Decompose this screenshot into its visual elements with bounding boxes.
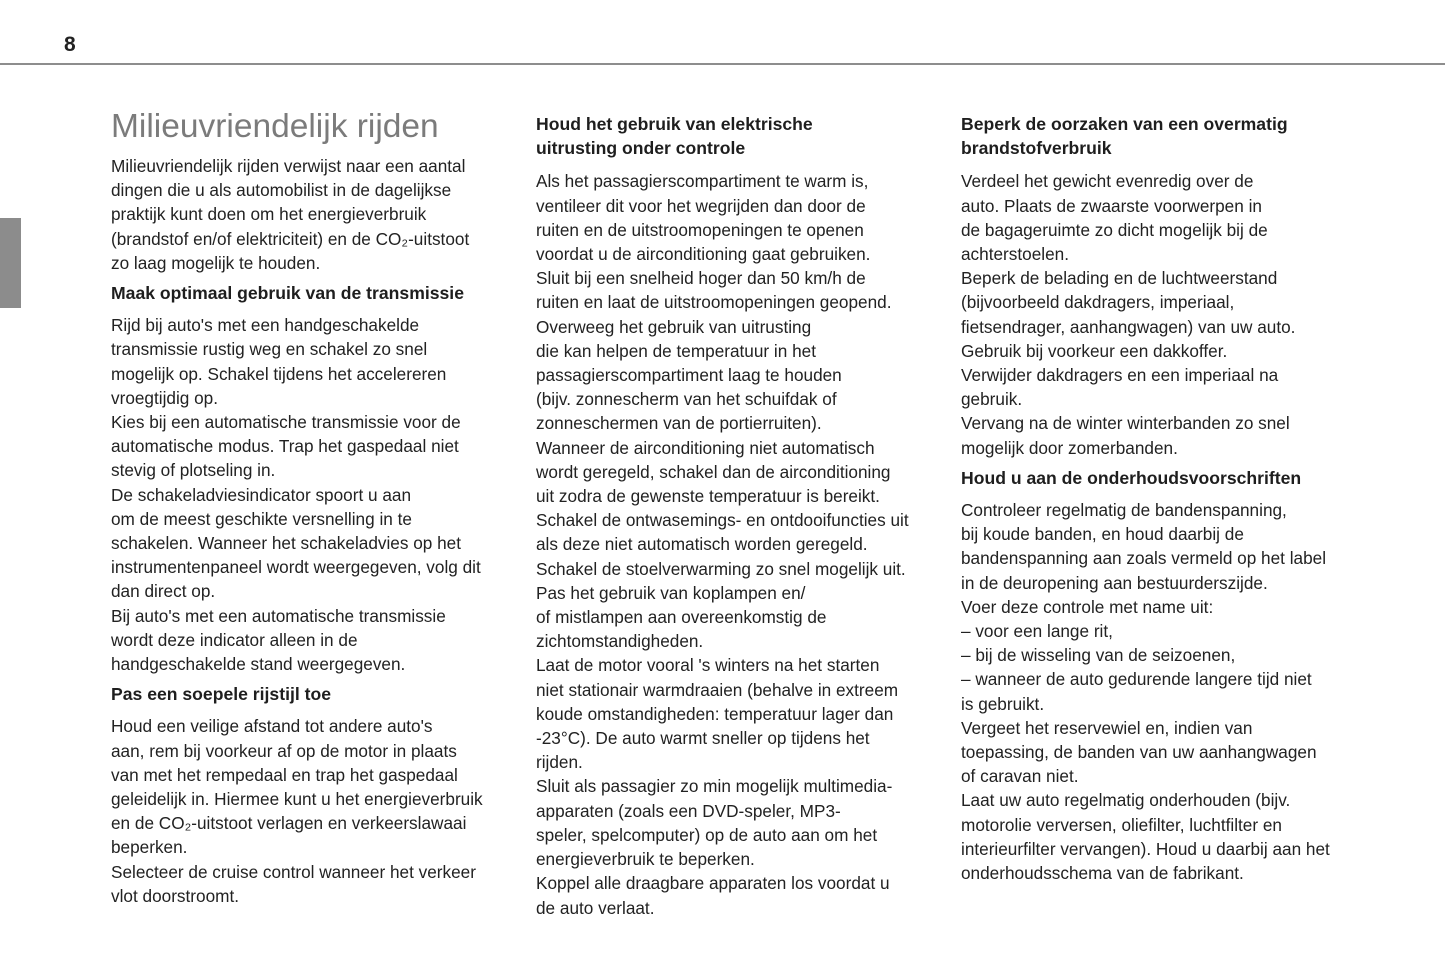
text-line: bandenspanning aan zoals vermeld op het label — [961, 548, 1327, 569]
text-line: geleidelijk in. Hiermee kunt u het energieverbruik — [111, 789, 483, 810]
text-line: (brandstof en/of elektriciteit) en de CO₂-uitstoot — [111, 228, 470, 249]
text-line: om de meest geschikte versnelling in te — [111, 508, 412, 529]
text-line: De schakeladviesindicator spoort u aan — [111, 484, 412, 505]
text-line: schakelen. Wanneer het schakeladvies op het — [111, 533, 462, 554]
text-line: Beperk de oorzaken van een overmatig — [961, 114, 1288, 134]
text-line: de bagageruimte zo dicht mogelijk bij de — [961, 219, 1268, 240]
text-line: bij koude banden, en houd daarbij de — [961, 524, 1244, 545]
text-line: gebruik. — [961, 389, 1023, 410]
text-line: – wanneer de auto gedurende langere tijd niet — [961, 669, 1312, 690]
text-line: rijden. — [536, 752, 583, 773]
text-line: Selecteer de cruise control wanneer het verkeer — [111, 861, 476, 882]
text-line: Controleer regelmatig de bandenspanning, — [961, 500, 1287, 521]
text-line: Laat uw auto regelmatig onderhouden (bijv. — [961, 790, 1291, 811]
text-line: passagierscompartiment laag te houden — [536, 365, 842, 386]
text-line: Houd een veilige afstand tot andere auto's — [111, 716, 433, 737]
section-heading — [961, 466, 1371, 490]
section-heading — [111, 281, 521, 305]
text-line: Houd het gebruik van elektrische — [536, 114, 813, 134]
page-number: 8 — [64, 33, 76, 56]
text-line: Bij auto's met een automatische transmissie — [111, 605, 446, 626]
text-line: mogelijk door zomerbanden. — [961, 437, 1178, 458]
text-line: toepassing, de banden van uw aanhangwagen — [961, 742, 1317, 763]
text-line: Verdeel het gewicht evenredig over de — [961, 171, 1254, 192]
text-line: Wanneer de airconditioning niet automatisch — [536, 437, 875, 458]
text-line: handgeschakelde stand weergegeven. — [111, 654, 406, 675]
text-line: voordat u de airconditioning gaat gebruiken. — [536, 244, 871, 265]
text-line: -23°C). De auto warmt sneller op tijdens het — [536, 728, 870, 749]
text-line: Rijd bij auto's met een handgeschakelde — [111, 315, 420, 336]
text-line: brandstofverbruik — [961, 138, 1112, 159]
text-line: Vervang na de winter winterbanden zo snel — [961, 413, 1290, 434]
text-line: zo laag mogelijk te houden. — [111, 252, 321, 273]
text-line: dan direct op. — [111, 581, 216, 602]
text-line: fietsendrager, aanhangwagen) van uw auto. — [961, 316, 1296, 337]
text-line: en de CO₂-uitstoot verlagen en verkeerslawaai — [111, 813, 467, 834]
text-line: Schakel de ontwasemings- en ontdooifuncties uit — [536, 510, 909, 531]
text-line: wordt deze indicator alleen in de — [111, 629, 358, 650]
text-line: Gebruik bij voorkeur een dakkoffer. — [961, 340, 1228, 361]
text-line: aan, rem bij voorkeur af op de motor in plaats — [111, 740, 457, 761]
page-title: Milieuvriendelijk rijden — [111, 108, 439, 145]
section-heading — [111, 682, 521, 706]
text-line: vlot doorstroomt. — [111, 885, 239, 906]
text-line: dingen die u als automobilist in de dagelijkse — [111, 180, 452, 201]
text-line: achterstoelen. — [961, 244, 1069, 265]
text-line: Voer deze controle met name uit: — [961, 596, 1214, 617]
section-heading — [536, 112, 946, 160]
paragraph — [961, 169, 1371, 459]
column-1 — [111, 107, 521, 908]
text-line: apparaten (zoals een DVD-speler, MP3- — [536, 800, 841, 821]
paragraph — [111, 714, 521, 908]
header-rule — [0, 63, 1445, 65]
section-tab-marker — [0, 218, 21, 308]
text-line: Pas een soepele rijstijl toe — [111, 684, 332, 705]
text-line: uitrusting onder controle — [536, 138, 746, 159]
text-line: onderhoudsschema van de fabrikant. — [961, 863, 1244, 884]
column-2 — [536, 112, 946, 920]
text-line: motorolie verversen, oliefilter, luchtfilter en — [961, 814, 1282, 835]
text-line: Koppel alle draagbare apparaten los voordat u — [536, 873, 890, 894]
text-line: als deze niet automatisch worden geregeld. — [536, 534, 868, 555]
text-line: Sluit bij een snelheid hoger dan 50 km/h de — [536, 268, 866, 289]
text-line: auto. Plaats de zwaarste voorwerpen in — [961, 195, 1262, 216]
text-line: van met het rempedaal en trap het gaspedaal — [111, 764, 458, 785]
text-line: ventileer dit voor het wegrijden dan door de — [536, 195, 866, 216]
text-line: instrumentenpaneel wordt weergegeven, volg dit — [111, 557, 481, 578]
text-line: mogelijk op. Schakel tijdens het accelereren — [111, 363, 447, 384]
text-line: is gebruikt. — [961, 693, 1045, 714]
text-line: Schakel de stoelverwarming zo snel mogelijk uit. — [536, 558, 906, 579]
text-line: Vergeet het reservewiel en, indien van — [961, 717, 1253, 738]
text-line: (bijv. zonnescherm van het schuifdak of — [536, 389, 837, 410]
text-line: zichtomstandigheden. — [536, 631, 704, 652]
text-line: Maak optimaal gebruik van de transmissie — [111, 283, 464, 304]
text-line: of mistlampen aan overeenkomstig de — [536, 607, 827, 628]
text-line: Laat de motor vooral 's winters na het starten — [536, 655, 880, 676]
text-line: koude omstandigheden: temperatuur lager dan — [536, 703, 894, 724]
text-line: zonneschermen van de portierruiten). — [536, 413, 822, 434]
section-heading — [961, 112, 1371, 160]
text-line: Kies bij een automatische transmissie voor de — [111, 412, 461, 433]
text-line: Overweeg het gebruik van uitrusting — [536, 316, 812, 337]
text-line: speler, spelcomputer) op de auto aan om het — [536, 824, 878, 845]
paragraph — [111, 313, 521, 676]
text-line: in de deuropening aan bestuurderszijde. — [961, 572, 1268, 593]
text-line: Als het passagierscompartiment te warm is, — [536, 171, 869, 192]
text-line: Houd u aan de onderhoudsvoorschriften — [961, 467, 1302, 488]
text-line: ruiten en laat de uitstroomopeningen geopend. — [536, 292, 892, 313]
text-line: vroegtijdig op. — [111, 387, 219, 408]
paragraph — [111, 154, 521, 275]
text-line: die kan helpen de temperatuur in het — [536, 340, 816, 361]
text-line: transmissie rustig weg en schakel zo snel — [111, 339, 428, 360]
paragraph — [961, 498, 1371, 885]
text-line: beperken. — [111, 837, 188, 858]
column-3 — [961, 112, 1371, 885]
text-line: of caravan niet. — [961, 766, 1079, 787]
paragraph — [536, 169, 946, 919]
text-line: de auto verlaat. — [536, 897, 655, 918]
text-line: Pas het gebruik van koplampen en/ — [536, 582, 806, 603]
text-line: wordt geregeld, schakel dan de airconditioning — [536, 461, 891, 482]
text-line: automatische modus. Trap het gaspedaal niet — [111, 436, 459, 457]
text-line: uit zodra de gewenste temperatuur is bereikt. — [536, 486, 880, 507]
text-line: interieurfilter vervangen). Houd u daarbij aan het — [961, 838, 1330, 859]
text-line: Sluit als passagier zo min mogelijk multimedia- — [536, 776, 893, 797]
text-line: – voor een lange rit, — [961, 621, 1113, 642]
text-line: Verwijder dakdragers en een imperiaal na — [961, 365, 1279, 386]
text-line: praktijk kunt doen om het energieverbruik — [111, 204, 427, 225]
text-line: niet stationair warmdraaien (behalve in extreem — [536, 679, 899, 700]
text-line: ruiten en de uitstroomopeningen te openen — [536, 219, 864, 240]
text-line: – bij de wisseling van de seizoenen, — [961, 645, 1236, 666]
text-line: Beperk de belading en de luchtweerstand — [961, 268, 1278, 289]
text-line: stevig of plotseling in. — [111, 460, 276, 481]
text-line: Milieuvriendelijk rijden verwijst naar een aantal — [111, 156, 466, 176]
text-line: (bijvoorbeeld dakdragers, imperiaal, — [961, 292, 1235, 313]
text-line: energieverbruik te beperken. — [536, 849, 755, 870]
